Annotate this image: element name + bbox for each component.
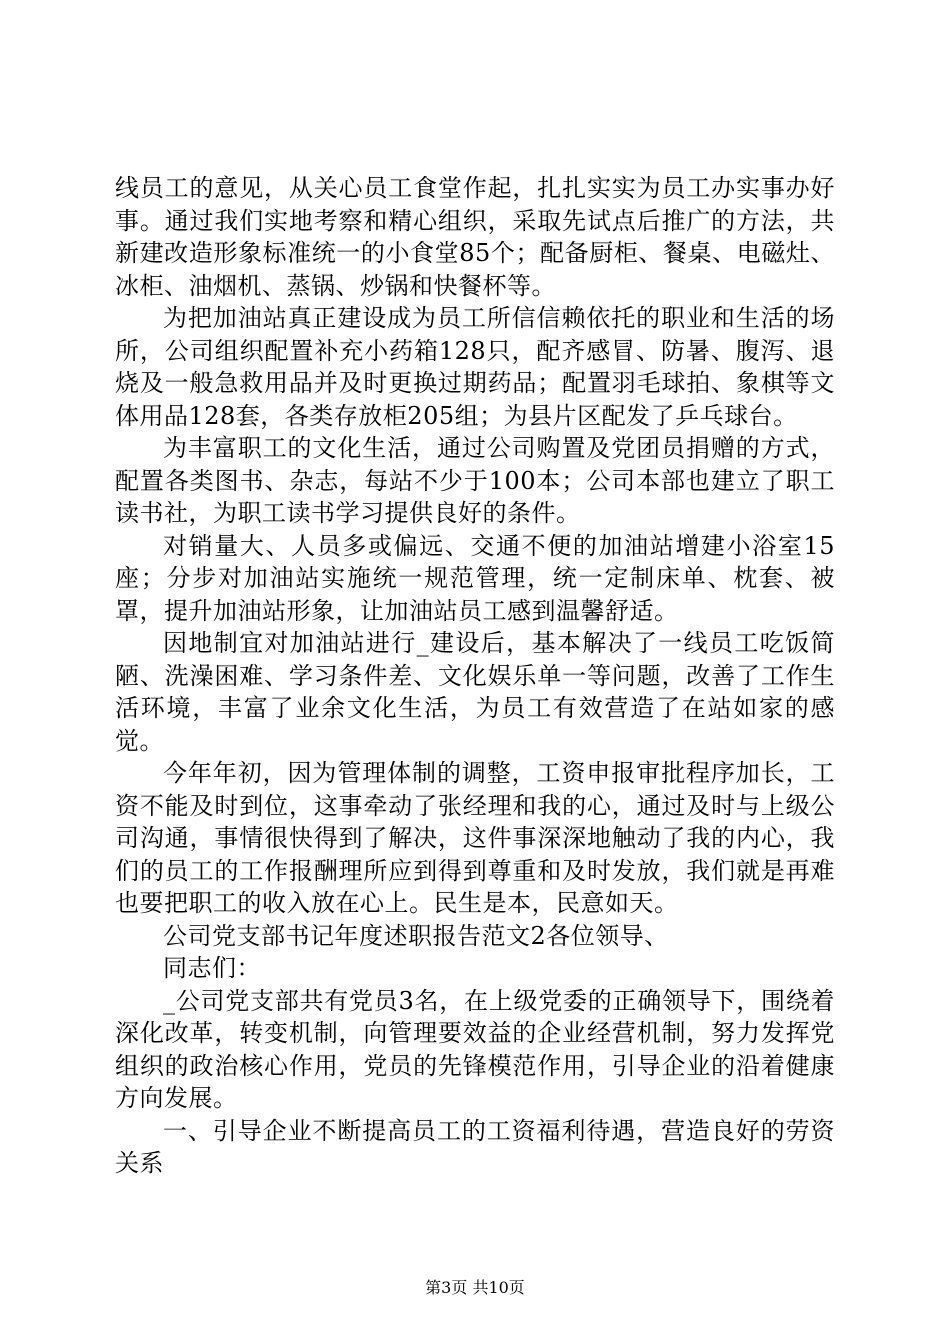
paragraph: _公司党支部共有党员3名，在上级党委的正确领导下，围绕着深化改革，转变机制，向管理要效益的企业经营机制，努力发挥党组织的政治核心作用，党员的先锋模范作用，引导企业的沿着健康方向发展。 [115, 986, 835, 1112]
document-body [115, 172, 835, 1180]
paragraph: 对销量大、人员多或偏远、交通不便的加油站增建小浴室15座；分步对加油站实施统一规范管理，统一定制床单、枕套、被罩，提升加油站形象，让加油站员工感到温馨舒适。 [115, 531, 835, 625]
paragraph: 同志们： [163, 954, 261, 982]
paragraph: 公司党支部书记年度述职报告范文2各位领导、 [163, 921, 669, 950]
paragraph: 为把加油站真正建设成为员工所信信赖依托的职业和生活的场所，公司组织配置补充小药箱128只，配齐感冒、防暑、腹泻、退烧及一般急救用品并及时更换过期药品；配置羽毛球拍、象棋等文体用品128套，各类存放柜205组；为县片区配发了乒乓球台。 [115, 304, 835, 430]
page-number-footer: 第3页 共10页 [425, 1278, 525, 1297]
paragraph: 线员工的意见，从关心员工食堂作起，扎扎实实为员工办实事办好事。通过我们实地考察和精心组织，采取先试点后推广的方法，共新建改造形象标准统一的小食堂85个；配备厨柜、餐桌、电磁灶、冰柜、油烟机、蒸锅、炒锅和快餐杯等。 [115, 174, 835, 300]
paragraph: 为丰富职工的文化生活，通过公司购置及党团员捐赠的方式，配置各类图书、杂志，每站不少于100本；公司本部也建立了职工读书社，为职工读书学习提供良好的条件。 [115, 434, 835, 527]
paragraph: 因地制宜对加油站进行_建设后，基本解决了一线员工吃饭简陋、洗澡困难、学习条件差、文化娱乐单一等问题，改善了工作生活环境，丰富了业余文化生活，为员工有效营造了在站如家的感觉。 [115, 629, 835, 755]
paragraph: 今年年初，因为管理体制的调整，工资申报审批程序加长，工资不能及时到位，这事牵动了张经理和我的心，通过及时与上级公司沟通，事情很快得到了解决，这件事深深地触动了我的内心，我们的员工的工作报酬理所应到得到尊重和及时发放，我们就是再难也要把职工的收入放在心上。民生是本，民意如天。 [115, 759, 835, 917]
section-heading: 一、引导企业不断提高员工的工资福利待遇，营造良好的劳资关系 [115, 1116, 835, 1177]
